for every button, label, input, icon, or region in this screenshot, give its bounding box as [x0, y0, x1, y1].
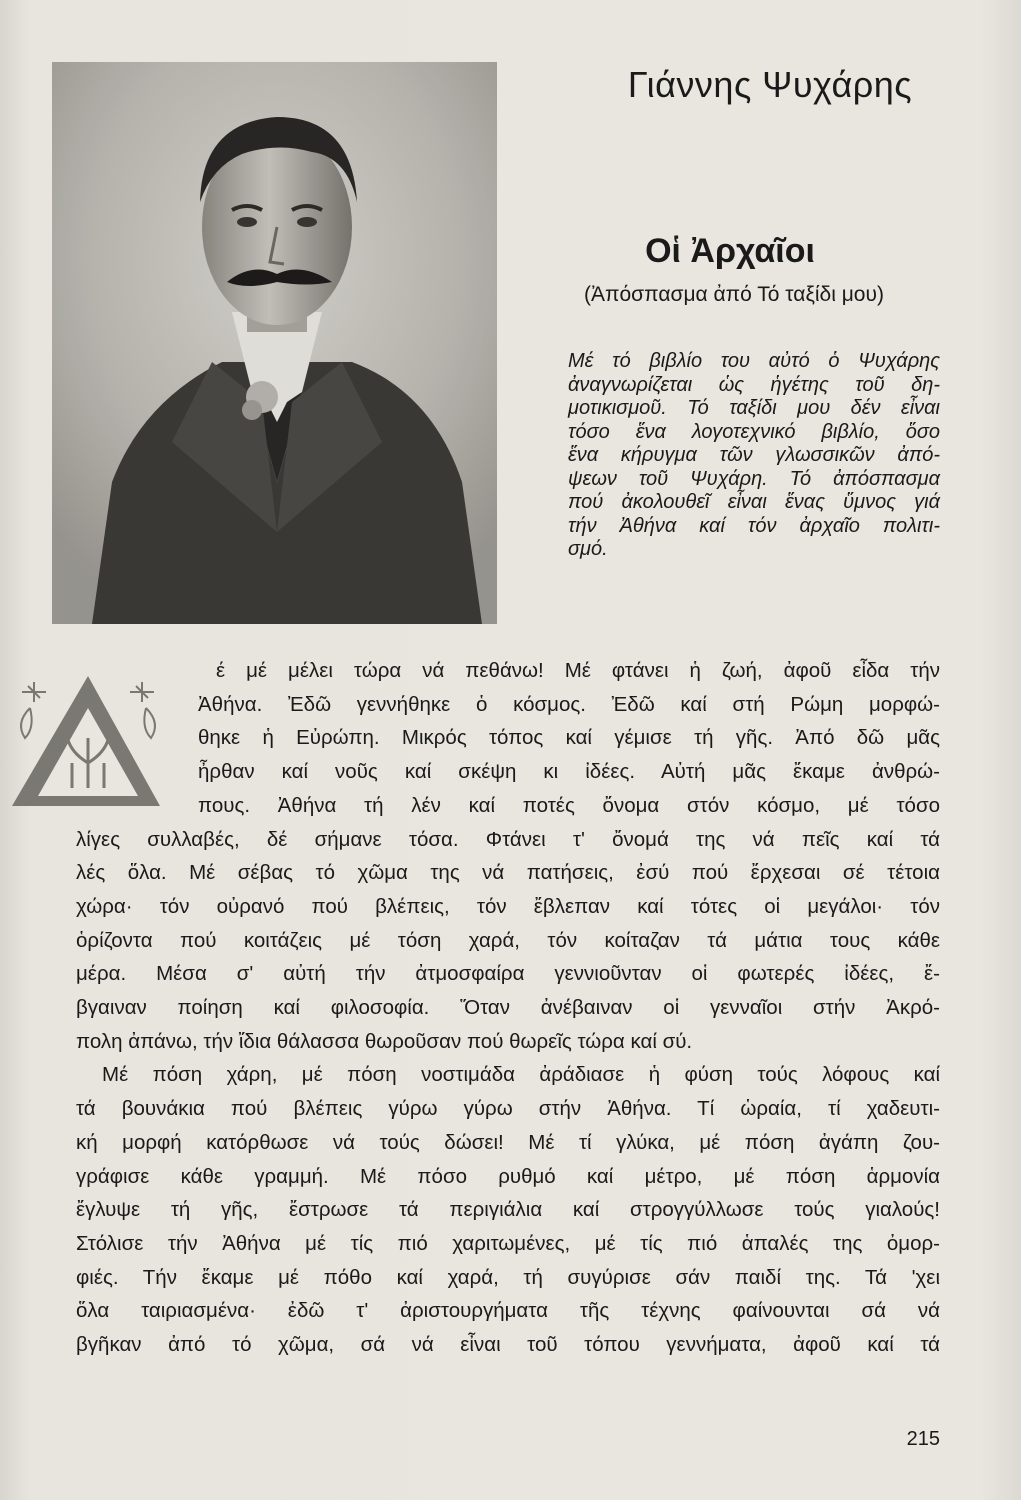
intro-line: πού ἀκολουθεῖ εἶναι ἕνας ὕμνος γιά [568, 491, 940, 513]
body-line: βγαιναν ποίηση καί φιλοσοφία. Ὅταν ἀνέβαιναν οἱ γενναῖοι στήν Ἀκρό- [76, 996, 940, 1020]
body-line: ἦρθαν καί νοῦς καί σκέψη κι ἰδέες. Αὐτή μᾶς ἔκαμε ἀνθρώ- [198, 760, 940, 784]
body-line: ἔγλυψε τή γῆς, ἔστρωσε τά περιγιάλια καί στρογγύλλωσε τούς γιαλούς! [76, 1198, 940, 1222]
author-portrait [52, 62, 497, 624]
body-line: πολη ἀπάνω, τήν ἴδια θάλασσα θωροῦσαν πού θωρεῖς τώρα καί σύ. [76, 1029, 693, 1053]
body-line: μέρα. Μέσα σ' αὐτή τήν ἀτμοσφαίρα γεννιοῦνταν οἱ φωτερές ἰδέες, ἔ- [76, 962, 940, 986]
intro-line: ἕνα κήρυγμα τῶν γλωσσικῶν ἀπό- [568, 444, 940, 466]
body-line: βγῆκαν ἀπό τό χῶμα, σά νά εἶναι τοῦ τόπου γεννήματα, ἀφοῦ καί τά [76, 1333, 940, 1357]
intro-line: τόσο ἕνα λογοτεχνικό βιβλίο, ὅσο [568, 420, 940, 443]
body-line: τά βουνάκια πού βλέπεις γύρω γύρω στήν Ἀθήνα. Τί ὡραία, τί χαδευτι- [76, 1097, 940, 1121]
author-name: Γιάννης Ψυχάρης [627, 64, 913, 105]
intro-line: ψεων τοῦ Ψυχάρη. Τό ἀπόσπασμα [568, 467, 940, 490]
work-title: Οἱ Ἀρχαῖοι [645, 232, 815, 270]
body-line: Μέ πόση χάρη, μέ πόση νοστιμάδα ἀράδιασε ἡ φύση τούς λόφους καί [102, 1063, 940, 1087]
intro-line: μοτικισμοῦ. Τό ταξίδι μου δέν εἶναι [568, 397, 940, 419]
body-line: ὁρίζοντα πού κοιτάζεις μέ τόση χαρά, τόν κοίταζαν τά μάτια τους κάθε [76, 928, 940, 952]
body-line: φιές. Τήν ἔκαμε μέ πόθο καί χαρά, τή συγύρισε σάν παιδί της. Τά 'χει [76, 1265, 940, 1289]
body-line: Ἀθήνα. Ἐδῶ γεννήθηκε ὁ κόσμος. Ἐδῶ καί στή Ρώμη μορφώ- [198, 692, 940, 716]
body-line: κή μορφή κατόρθωσε νά τούς δώσει! Μέ τί γλύκα, μέ πόση ἀγάπη ζου- [76, 1130, 940, 1154]
intro-line: Μέ τό βιβλίο του αὐτό ὁ Ψυχάρης [568, 350, 940, 372]
body-line: Στόλισε τήν Ἀθήνα μέ τίς πιό χαριτωμένες, μέ τίς πιό ἁπαλές της ὀμορ- [76, 1231, 940, 1255]
body-line: λίγες συλλαβές, δέ σήμανε τόσα. Φτάνει τ' ὄνομά της νά πεῖς καί τά [76, 827, 940, 851]
body-line: ὅλα ταιριασμένα· ἐδῶ τ' ἀριστουργήματα τῆς τέχνης φαίνουνται σά νά [76, 1299, 940, 1323]
body-line: λές ὅλα. Μέ σέβας τό χῶμα της νά πατήσεις, ἐσύ πού ἔρχεσαι σέ τέτοια [76, 861, 940, 885]
page-number: 215 [906, 1428, 940, 1450]
intro-line: τήν Ἀθήνα καί τόν ἀρχαῖο πολιτι- [568, 514, 940, 537]
body-text [76, 654, 940, 1362]
body-line: γράφισε κάθε γραμμή. Μέ πόσο ρυθμό καί μέτρο, μέ πόση ἁρμονία [76, 1164, 940, 1188]
body-line: θηκε ἡ Εὐρώπη. Μικρός τόπος καί γέμισε τή γῆς. Ἀπό δῶ μᾶς [198, 726, 940, 750]
work-subtitle: (Ἀπόσπασμα ἀπό Τό ταξίδι μου) [584, 283, 884, 306]
body-line: έ μέ μέλει τώρα νά πεθάνω! Μέ φτάνει ἡ ζωή, ἀφοῦ εἶδα τήν [216, 659, 940, 682]
intro-line: σμό. [568, 538, 608, 560]
intro-paragraph [568, 350, 940, 562]
intro-line: ἀναγνωρίζεται ὡς ἡγέτης τοῦ δη- [568, 373, 940, 396]
body-line: πους. Ἀθήνα τή λέν καί ποτές ὄνομα στόν κόσμο, μέ τόσο [198, 793, 940, 817]
body-line: χώρα· τόν οὐρανό πού βλέπεις, τόν ἔβλεπαν καί τότες οἱ μεγάλοι· τόν [76, 894, 940, 918]
